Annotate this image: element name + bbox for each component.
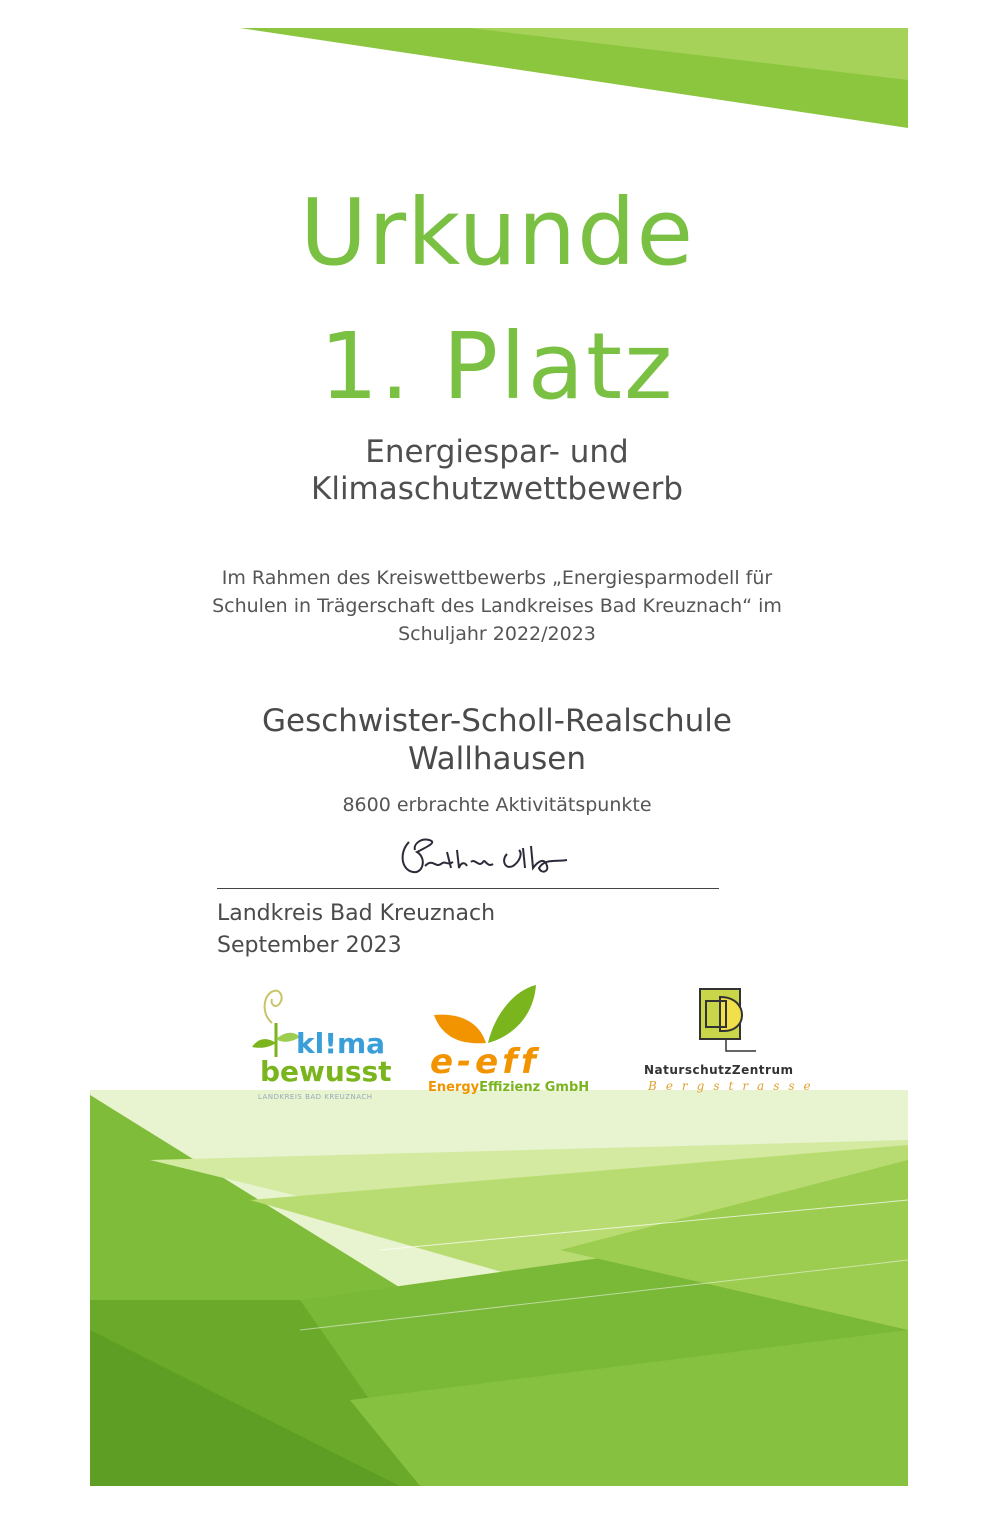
description-line2: Schulen in Trägerschaft des Landkreises Bad Kreuznach“ im [212,595,782,617]
certificate-title: Urkunde [299,179,695,286]
activity-points: 8600 erbrachte Aktivitätspunkte [342,794,652,816]
nz-logo-name: NaturschutzZentrum [644,1063,794,1077]
competition-name-line2: Klimaschutzwettbewerb [311,471,683,507]
school-name-line1: Geschwister-Scholl-Realschule [262,703,732,739]
school-name [0,702,994,778]
competition-name [0,434,994,508]
svg-text:e-eff: e-eff [430,1042,540,1078]
school-name-line2: Wallhausen [407,741,587,777]
description-line1: Im Rahmen des Kreiswettbewerbs „Energiesparmodell für [221,567,773,589]
description-line3: Schuljahr 2022/2023 [398,623,596,645]
issuer-block [217,898,495,962]
place-heading: 1. Platz [319,313,675,420]
signature [395,828,575,883]
signature-line [217,888,719,889]
issuer-name: Landkreis Bad Kreuznach [217,901,496,926]
leaf-icon [428,983,606,1078]
e-eff-sub-part2: Effizienz GmbH [479,1080,590,1095]
description [0,564,994,648]
klima-logo-subtext: LANDKREIS BAD KREUZNACH [258,1093,373,1101]
e-eff-sub-part1: Energy [428,1080,480,1095]
naturschutzzentrum-logo [638,983,818,1108]
klima-logo-text-1: kl!ma [296,1027,386,1060]
klima-bewusst-logo [250,983,390,1108]
nz-emblem-icon [696,983,766,1058]
nz-logo-subtext: Bergstrasse [648,1079,820,1093]
e-eff-logo [428,983,606,1108]
competition-name-line1: Energiespar- und [365,434,629,470]
e-eff-logo-subtext [428,1080,589,1095]
issue-date: September 2023 [217,933,402,958]
klima-logo-text-2: bewusst [260,1055,392,1088]
